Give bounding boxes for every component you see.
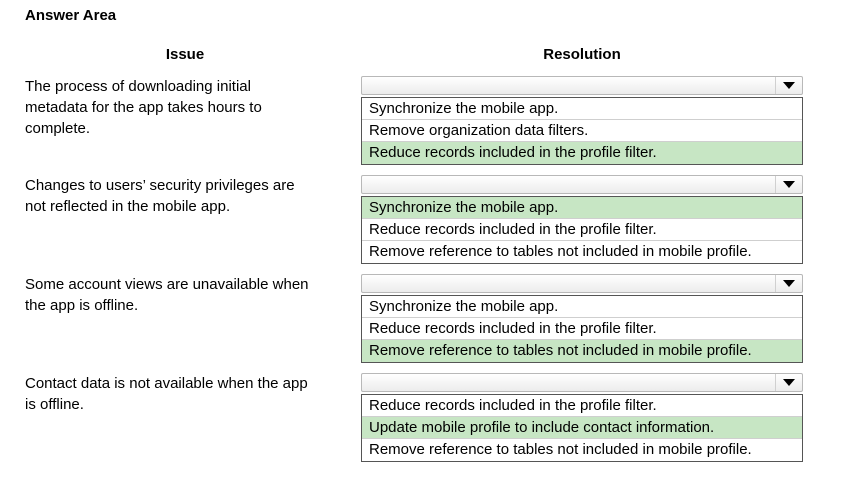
issue-text: Changes to users’ security privileges are not reflected in the mobile app. (25, 177, 295, 215)
option-item[interactable]: Reduce records included in the profile filter. (362, 395, 802, 417)
option-item-selected[interactable]: Reduce records included in the profile filter. (362, 142, 802, 164)
issue-text: The process of downloading initial metadata for the app takes hours to complete. (25, 78, 262, 137)
option-item[interactable]: Remove reference to tables not included in mobile profile. (369, 441, 752, 458)
option-item[interactable]: Reduce records included in the profile filter. (362, 318, 802, 340)
resolution-dropdown[interactable] (361, 373, 803, 392)
option-item[interactable]: Reduce records included in the profile filter. (362, 219, 802, 241)
option-item[interactable]: Synchronize the mobile app. (362, 296, 802, 318)
chevron-down-icon (783, 82, 795, 89)
dropdown-button[interactable] (775, 176, 802, 193)
chevron-down-icon (783, 379, 795, 386)
issue-text: Contact data is not available when the app is offline. (25, 375, 308, 413)
dropdown-button[interactable] (775, 374, 802, 391)
options-list (361, 196, 803, 264)
chevron-down-icon (783, 280, 795, 287)
options-list (361, 295, 803, 363)
resolution-dropdown[interactable] (361, 274, 803, 293)
dropdown-button[interactable] (775, 275, 802, 292)
issue-text: Some account views are unavailable when the app is offline. (25, 276, 309, 314)
option-item[interactable]: Synchronize the mobile app. (362, 98, 802, 120)
issue-column-header: Issue (165, 46, 205, 63)
resolution-column-header: Resolution (543, 46, 621, 63)
options-list (361, 394, 803, 462)
chevron-down-icon (783, 181, 795, 188)
answer-area-title: Answer Area (25, 7, 117, 24)
resolution-dropdown[interactable] (361, 76, 803, 95)
option-item-selected[interactable]: Remove reference to tables not included in mobile profile. (362, 340, 802, 362)
option-item-selected[interactable]: Synchronize the mobile app. (362, 197, 802, 219)
resolution-dropdown[interactable] (361, 175, 803, 194)
option-item[interactable]: Remove reference to tables not included in mobile profile. (369, 243, 752, 260)
option-item-selected[interactable]: Update mobile profile to include contact information. (362, 417, 802, 439)
dropdown-button[interactable] (775, 77, 802, 94)
options-list (361, 97, 803, 165)
option-item[interactable]: Remove organization data filters. (362, 120, 802, 142)
